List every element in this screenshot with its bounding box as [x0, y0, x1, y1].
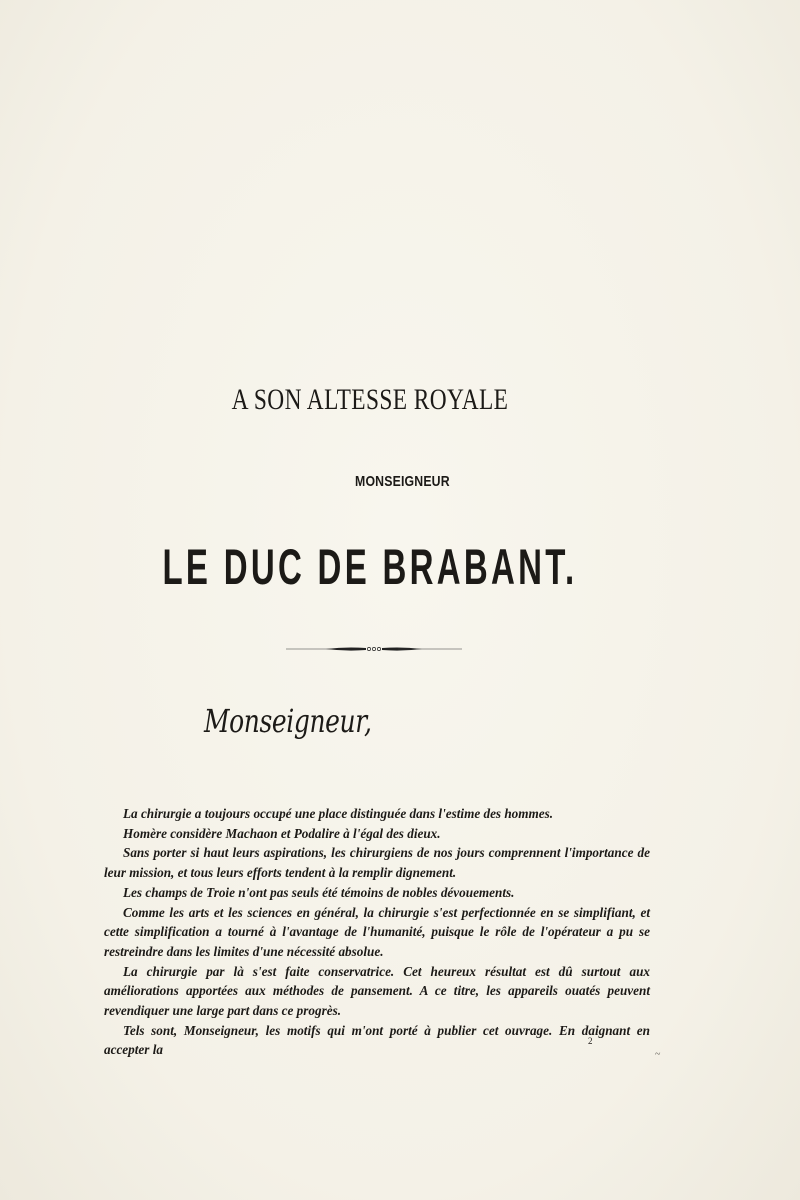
folio-number: 2 — [588, 1036, 593, 1046]
dedication-letter — [104, 804, 650, 1060]
ornamental-rule-icon — [286, 642, 462, 656]
paragraph-7: Tels sont, Monseigneur, les motifs qui m'ont porté à publier cet ouvrage. En daignant en accepter la — [104, 1022, 650, 1058]
paragraph-1: La chirurgie a toujours occupé une place distinguée dans l'estime des hommes. — [123, 806, 554, 821]
paragraph-5: Comme les arts et les sciences en général, la chirurgie s'est perfectionnée en se simplifiant, et cette simplification a tourné à l'avantage de l'humanité, puisque le rôle de l'opérateur a pu se restreindre dans les limites d'une nécessité absolue. — [104, 904, 650, 959]
dedication-line-1: A SON ALTESSE ROYALE — [231, 383, 509, 416]
paragraph-3: Sans porter si haut leurs aspirations, les chirurgiens de nos jours comprennent l'importance de leur mission, et tous leurs efforts tendent à la remplir dignement. — [104, 845, 650, 881]
dedication-line-3: LE DUC DE BRABANT. — [162, 539, 578, 595]
paragraph-4: Les champs de Troie n'ont pas seuls été témoins de nobles dévouements. — [123, 884, 515, 900]
salutation: Monseigneur, — [204, 702, 372, 740]
signature-mark: ~ — [655, 1049, 661, 1060]
paragraph-6: La chirurgie par là s'est faite conservatrice. Cet heureux résultat est dû surtout aux améliorations apportées aux méthodes de pansement. A ce titre, les appareils ouatés peuvent revendiquer une large part dans ce progrès. — [104, 963, 650, 1019]
dedication-line-2: MONSEIGNEUR — [355, 473, 450, 490]
paragraph-2: Homère considère Machaon et Podalire à l'égal des dieux. — [123, 825, 441, 841]
